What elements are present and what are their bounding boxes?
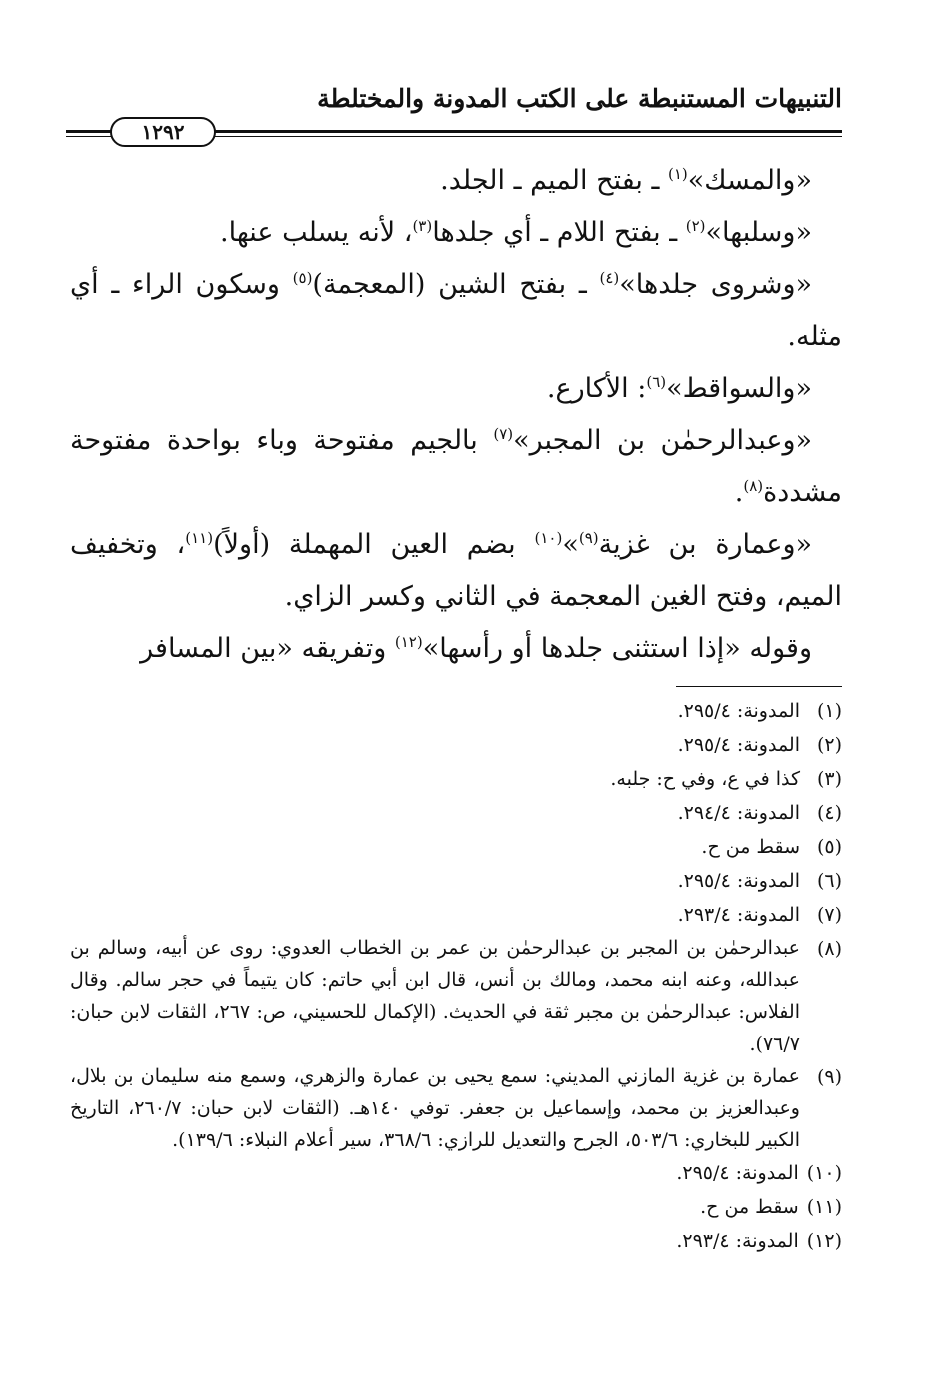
paragraph-text: : الأكارع. bbox=[546, 373, 647, 404]
paragraph-umara bbox=[70, 519, 842, 623]
footnote-number: (٣) bbox=[816, 768, 842, 790]
footnote-ref: (٦) bbox=[646, 373, 667, 391]
footnotes bbox=[70, 694, 842, 1258]
footnote bbox=[70, 830, 842, 864]
footnote-ref: (١٢) bbox=[394, 633, 423, 651]
paragraph-salbiha bbox=[70, 207, 842, 259]
paragraph-qawluhu bbox=[70, 623, 842, 675]
quoted-term: «وعمارة بن غزية bbox=[598, 529, 813, 560]
footnote bbox=[70, 898, 842, 932]
quoted-term: «والمسك» bbox=[687, 165, 812, 196]
paragraph-text: ـ بفتح الشين (المعجمة) bbox=[312, 269, 600, 300]
page-number: ١٢٩٢ bbox=[110, 117, 216, 147]
footnote-text: كذا في ع، وفي ح: جلبه. bbox=[610, 768, 800, 790]
footnote bbox=[70, 932, 842, 1060]
paragraph-text: بالجيم مفتوحة وباء بواحدة مفتوحة مشددة bbox=[70, 425, 842, 508]
footnote-number: (١١) bbox=[806, 1196, 842, 1218]
quoted-term: «وعبدالرحمٰن بن المجبر» bbox=[513, 425, 813, 456]
quoted-term: «والسواقط» bbox=[666, 373, 812, 404]
footnote-text: عمارة بن غزية المازني المديني: سمع يحيى بن عمارة والزهري، وسمع منه سليمان بن بلال، وعبدالعزيز بن محمد، وإسماعيل بن جعفر. توفي ١٤٠هـ. (الثقات لابن حبان: ٢٦٠/٧، التاريخ الكبير للبخاري: ٥٠٣/٦، الجرح والتعديل للرازي: ٣٦٨/٦، سير أعلام النبلاء: ١٣٩/٦). bbox=[70, 1065, 800, 1151]
footnote-ref: (٩) bbox=[578, 529, 599, 547]
paragraph-sawaqit bbox=[70, 363, 842, 415]
footnote-ref: (٧) bbox=[493, 425, 514, 443]
footnote-text: المدونة: ٢٩٥/٤. bbox=[676, 1162, 799, 1184]
paragraph-text: ، وتخفيف الميم، وفتح الغين المعجمة في الثاني وكسر الزاي. bbox=[70, 529, 842, 612]
main-text bbox=[70, 155, 842, 675]
paragraph-text: ـ بفتح الميم ـ الجلد. bbox=[440, 165, 668, 196]
footnote-text: المدونة: ٢٩٥/٤. bbox=[677, 700, 800, 722]
footnote bbox=[70, 762, 842, 796]
paragraph-text: ـ بفتح اللام ـ أي جلدها bbox=[432, 217, 686, 248]
running-header bbox=[66, 84, 842, 144]
paragraph-text: بضم العين المهملة (أولاً) bbox=[213, 529, 535, 560]
paragraph-text: وقوله «إذا استثنى جلدها أو رأسها» bbox=[422, 633, 812, 664]
footnote-number: (٥) bbox=[816, 836, 842, 858]
footnote-text: المدونة: ٢٩٥/٤. bbox=[677, 870, 800, 892]
paragraph-shurwa bbox=[70, 259, 842, 363]
footnote-ref: (٢) bbox=[685, 217, 706, 235]
footnote-ref: (٣) bbox=[412, 217, 433, 235]
paragraph-text: . bbox=[734, 477, 744, 508]
footnote-text: سقط من ح. bbox=[701, 836, 800, 858]
paragraph-text: » bbox=[562, 529, 579, 560]
footnote bbox=[70, 1060, 842, 1156]
footnote-number: (٧) bbox=[816, 904, 842, 926]
paragraph-text: وتفريقه «بين المسافر bbox=[140, 633, 395, 664]
footnote bbox=[70, 796, 842, 830]
footnote bbox=[70, 728, 842, 762]
footnote-text: عبدالرحمٰن بن المجبر بن عبدالرحمٰن بن عمر بن الخطاب العدوي: روى عن أبيه، وسالم بن عبدالله، وعنه ابنه محمد، ومالك بن أنس، قال ابن أبي حاتم: كان يتيماً في حجر سالم. وقال الفلاس: عبدالرحمٰن بن مجبر ثقة في الحديث. (الإكمال للحسيني، ص: ٢٦٧، الثقات لابن حبان: ٧٦/٧). bbox=[70, 937, 800, 1055]
running-header-title: التنبيهات المستنبطة على الكتب المدونة والمختلطة bbox=[317, 84, 842, 113]
footnote-text: سقط من ح. bbox=[700, 1196, 799, 1218]
footnote-number: (١٢) bbox=[806, 1230, 842, 1252]
paragraph-text: وسكون الراء ـ أي مثله. bbox=[70, 269, 842, 352]
paragraph-text: ، لأنه يسلب عنها. bbox=[220, 217, 413, 248]
footnote-number: (٤) bbox=[816, 802, 842, 824]
paragraph-abdulrahman bbox=[70, 415, 842, 519]
quoted-term: «وسلبها» bbox=[705, 217, 812, 248]
footnote bbox=[70, 1156, 842, 1190]
footnote-number: (٢) bbox=[816, 734, 842, 756]
footnote-number: (٦) bbox=[816, 870, 842, 892]
footnote-number: (١) bbox=[816, 700, 842, 722]
footnote-ref: (٨) bbox=[743, 477, 764, 495]
footnote-number: (٨) bbox=[816, 938, 842, 960]
footnote bbox=[70, 864, 842, 898]
footnote-ref: (١) bbox=[667, 165, 688, 183]
footnote-ref: (٥) bbox=[292, 269, 313, 287]
footnote-divider bbox=[676, 686, 842, 687]
footnote-text: المدونة: ٢٩٣/٤. bbox=[677, 904, 800, 926]
footnote-text: المدونة: ٢٩٤/٤. bbox=[677, 802, 800, 824]
footnote-text: المدونة: ٢٩٥/٤. bbox=[677, 734, 800, 756]
footnote bbox=[70, 1224, 842, 1258]
paragraph-musk bbox=[70, 155, 842, 207]
footnote bbox=[70, 694, 842, 728]
quoted-term: «وشروى جلدها» bbox=[619, 269, 813, 300]
footnote bbox=[70, 1190, 842, 1224]
footnote-number: (٩) bbox=[816, 1066, 842, 1088]
footnote-ref: (١١) bbox=[185, 529, 214, 547]
footnote-number: (١٠) bbox=[806, 1162, 842, 1184]
footnote-ref: (٤) bbox=[599, 269, 620, 287]
footnote-ref: (١٠) bbox=[534, 529, 563, 547]
footnote-text: المدونة: ٢٩٣/٤. bbox=[676, 1230, 799, 1252]
